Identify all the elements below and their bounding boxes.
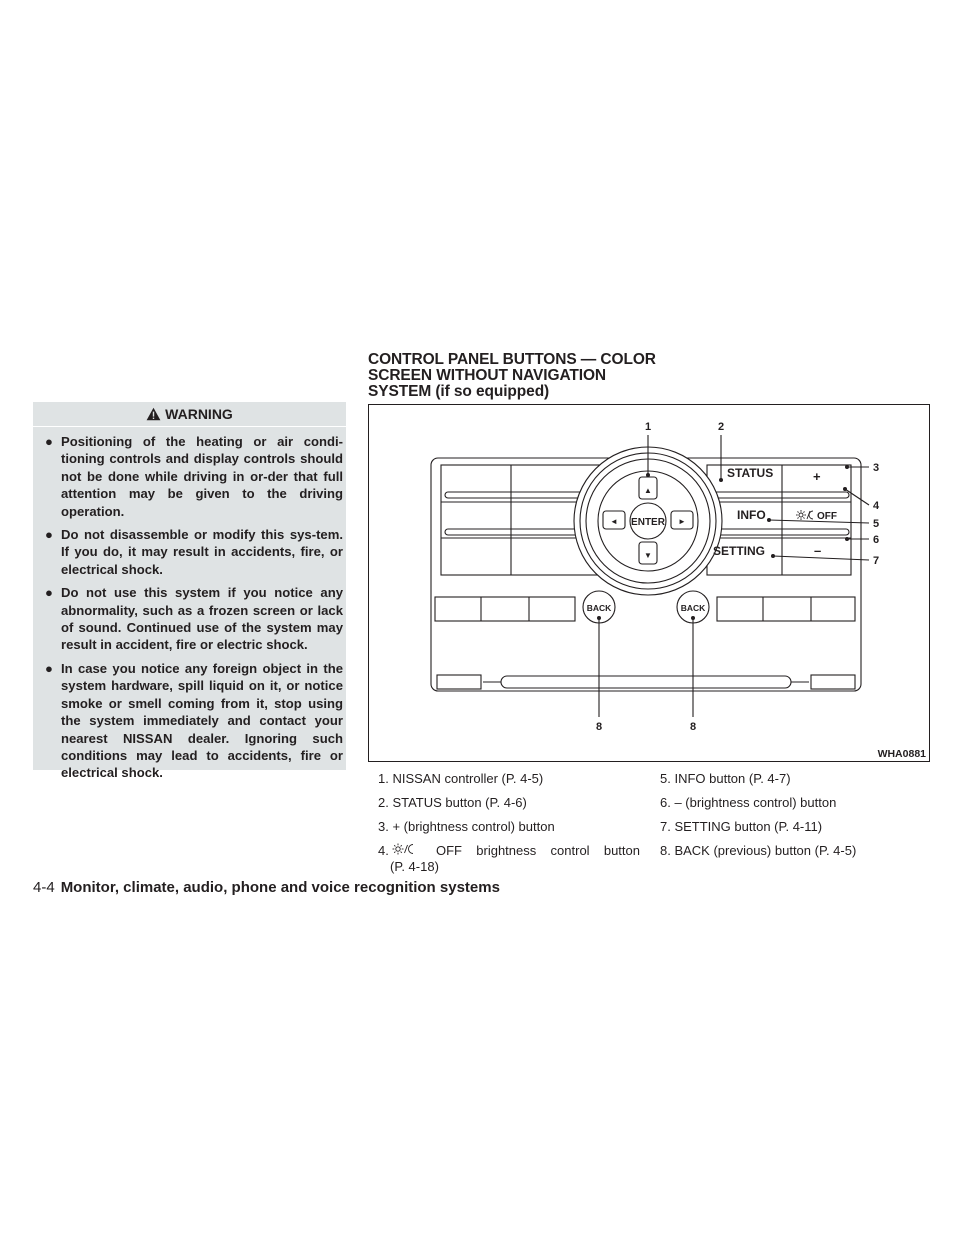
warning-item: ● Do not use this system if you notice any abnormality, such as a frozen screen or lack of sound. Continued use of the system may result in accident, fire or electric shock.: [45, 585, 343, 653]
caption-item: 7. SETTING button (P. 4-11): [660, 819, 823, 834]
warning-item: ● Positioning of the heating or air condi-tioning controls and display controls should not be done while driving in or-der that full attention may be given to the driving operation.: [45, 434, 343, 519]
callout-6: 6: [873, 534, 880, 546]
brightness-icon: [392, 842, 418, 856]
caption-item-4-ref: (P. 4-18): [390, 859, 439, 874]
back-label-right: BACK: [680, 603, 706, 613]
control-panel-diagram: [369, 405, 929, 761]
brightness-icon: [796, 510, 813, 520]
off-label: OFF: [817, 511, 837, 522]
warning-title: WARNING: [165, 406, 233, 422]
back-label-left: BACK: [586, 603, 612, 613]
section-title-line: SCREEN WITHOUT NAVIGATION: [368, 367, 607, 384]
bullet-icon: ●: [45, 585, 53, 601]
page-number: 4-4: [33, 879, 55, 896]
page-footer: [33, 879, 500, 896]
enter-label: ENTER: [631, 517, 665, 528]
figure-code: WHA0881: [877, 748, 926, 760]
section-title-line: CONTROL PANEL BUTTONS — COLOR: [368, 351, 656, 368]
setting-label: SETTING: [713, 544, 766, 558]
callout-5: 5: [873, 518, 880, 530]
warning-item: ● In case you notice any foreign object in the system hardware, spill liquid on it, or notice smoke or smell coming from it, stop using the system immediately and contact your nearest NISSAN dealer. Ignoring such conditions may lead to accidents, fire or electrical shock.: [45, 660, 343, 781]
info-label: INFO: [737, 508, 766, 522]
caption-item: 6. – (brightness control) button: [660, 795, 837, 810]
callout-4: 4: [873, 500, 880, 512]
caption-item: 2. STATUS button (P. 4-6): [378, 795, 527, 810]
section-title-line: SYSTEM (if so equipped): [368, 383, 550, 400]
up-arrow-icon: ▲: [644, 486, 652, 495]
down-arrow-icon: ▼: [644, 551, 652, 560]
left-arrow-icon: ◄: [610, 517, 618, 526]
status-label: STATUS: [727, 466, 774, 480]
callout-2: 2: [717, 421, 725, 433]
warning-triangle-icon: [146, 407, 161, 421]
plus-label: +: [813, 469, 821, 484]
warning-box: [33, 402, 346, 781]
warning-header: [33, 402, 346, 427]
caption-item: 5. INFO button (P. 4-7): [660, 771, 791, 786]
right-arrow-icon: ►: [678, 517, 686, 526]
warning-item: ● Do not disassemble or modify this sys-tem. If you do, it may result in accidents, fire, or electrical shock.: [45, 527, 343, 577]
caption-item: 8. BACK (previous) button (P. 4-5): [660, 843, 857, 858]
callout-1: 1: [644, 421, 652, 433]
section-title: [368, 352, 668, 400]
minus-label: –: [814, 543, 822, 558]
bullet-icon: ●: [45, 527, 53, 543]
bullet-icon: ●: [45, 660, 53, 676]
caption-item: 3. + (brightness control) button: [378, 819, 555, 834]
callout-7: 7: [873, 555, 880, 567]
bullet-icon: ●: [45, 434, 53, 449]
chapter-title: Monitor, climate, audio, phone and voice recognition systems: [60, 879, 500, 896]
caption-item-4-number: 4.: [378, 843, 389, 858]
caption-item-4-text: OFF brightness control button: [436, 843, 640, 858]
callout-3: 3: [873, 462, 880, 474]
warning-list: [45, 433, 343, 788]
control-panel-figure: [368, 404, 930, 762]
caption-item: 1. NISSAN controller (P. 4-5): [378, 771, 544, 786]
callout-8-right: 8: [689, 721, 697, 733]
callout-8-left: 8: [595, 721, 603, 733]
